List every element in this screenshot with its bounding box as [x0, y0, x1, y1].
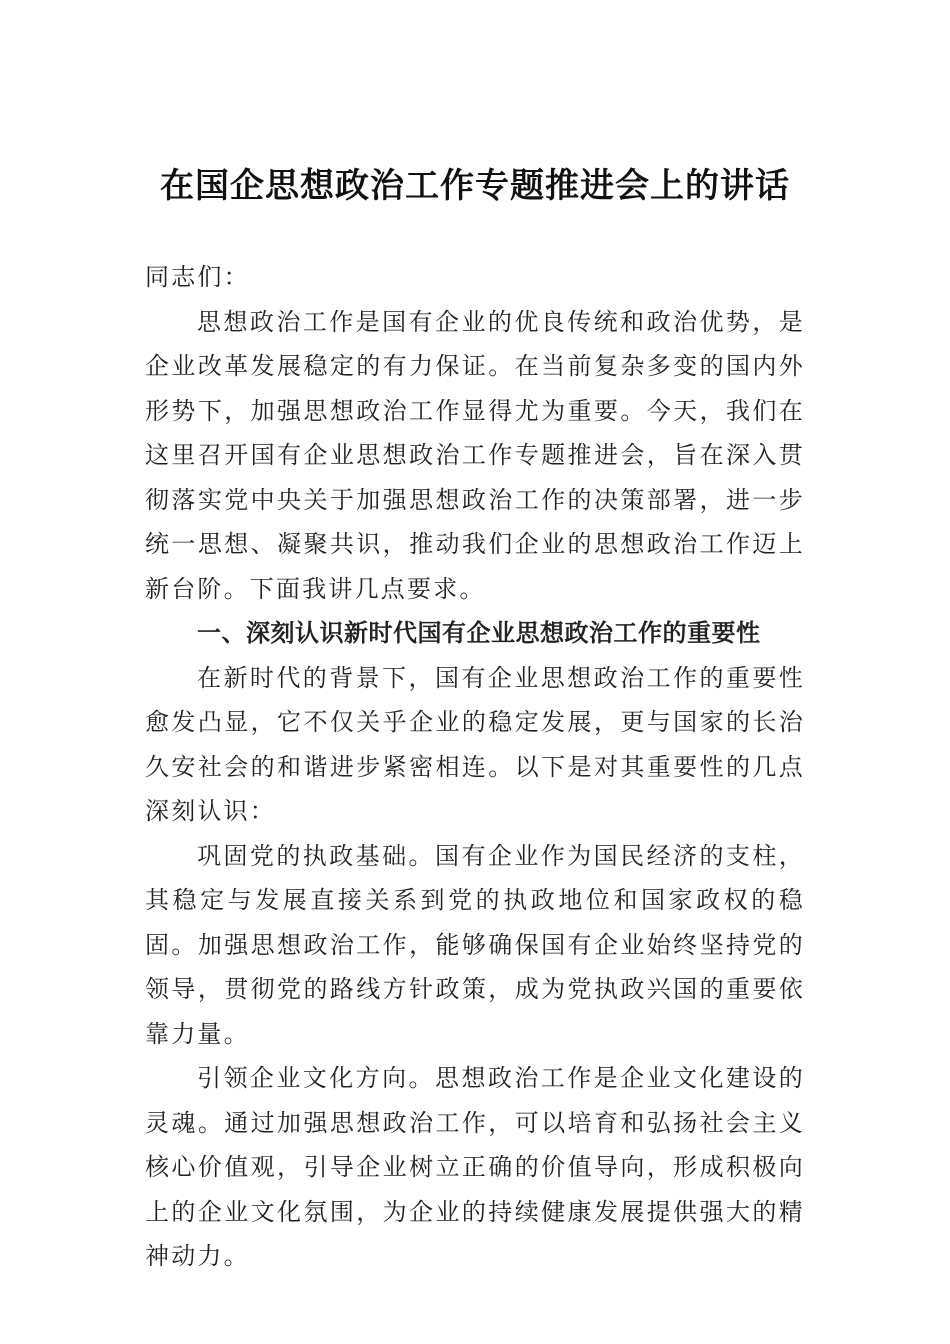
- point-paragraph-1: 巩固党的执政基础。国有企业作为国民经济的支柱，其稳定与发展直接关系到党的执政地位和国家政权的稳固。加强思想政治工作，能够确保国有企业始终坚持党的领导，贯彻党的路线方针政策，成为党执政兴国的重要依靠力量。: [145, 841, 805, 1048]
- section-intro-paragraph: 在新时代的背景下，国有企业思想政治工作的重要性愈发凸显，它不仅关乎企业的稳定发展，更与国家的长治久安社会的和谐进步紧密相连。以下是对其重要性的几点深刻认识：: [145, 663, 805, 825]
- document-title: 在国企思想政治工作专题推进会上的讲话: [160, 166, 790, 206]
- document-body: [145, 255, 805, 1279]
- point-paragraph-2: 引领企业文化方向。思想政治工作是企业文化建设的灵魂。通过加强思想政治工作，可以培育和弘扬社会主义核心价值观，引导企业树立正确的价值导向，形成积极向上的企业文化氛围，为企业的持续健康发展提供强大的精神动力。: [145, 1064, 805, 1270]
- section-heading: 一、深刻认识新时代国有企业思想政治工作的重要性: [197, 619, 761, 647]
- intro-paragraph: 思想政治工作是国有企业的优良传统和政治优势，是企业改革发展稳定的有力保证。在当前复杂多变的国内外形势下，加强思想政治工作显得尤为重要。今天，我们在这里召开国有企业思想政治工作专题推进会，旨在深入贯彻落实党中央关于加强思想政治工作的决策部署，进一步统一思想、凝聚共识，推动我们企业的思想政治工作迈上新台阶。下面我讲几点要求。: [145, 307, 805, 603]
- salutation: 同志们：: [145, 263, 250, 291]
